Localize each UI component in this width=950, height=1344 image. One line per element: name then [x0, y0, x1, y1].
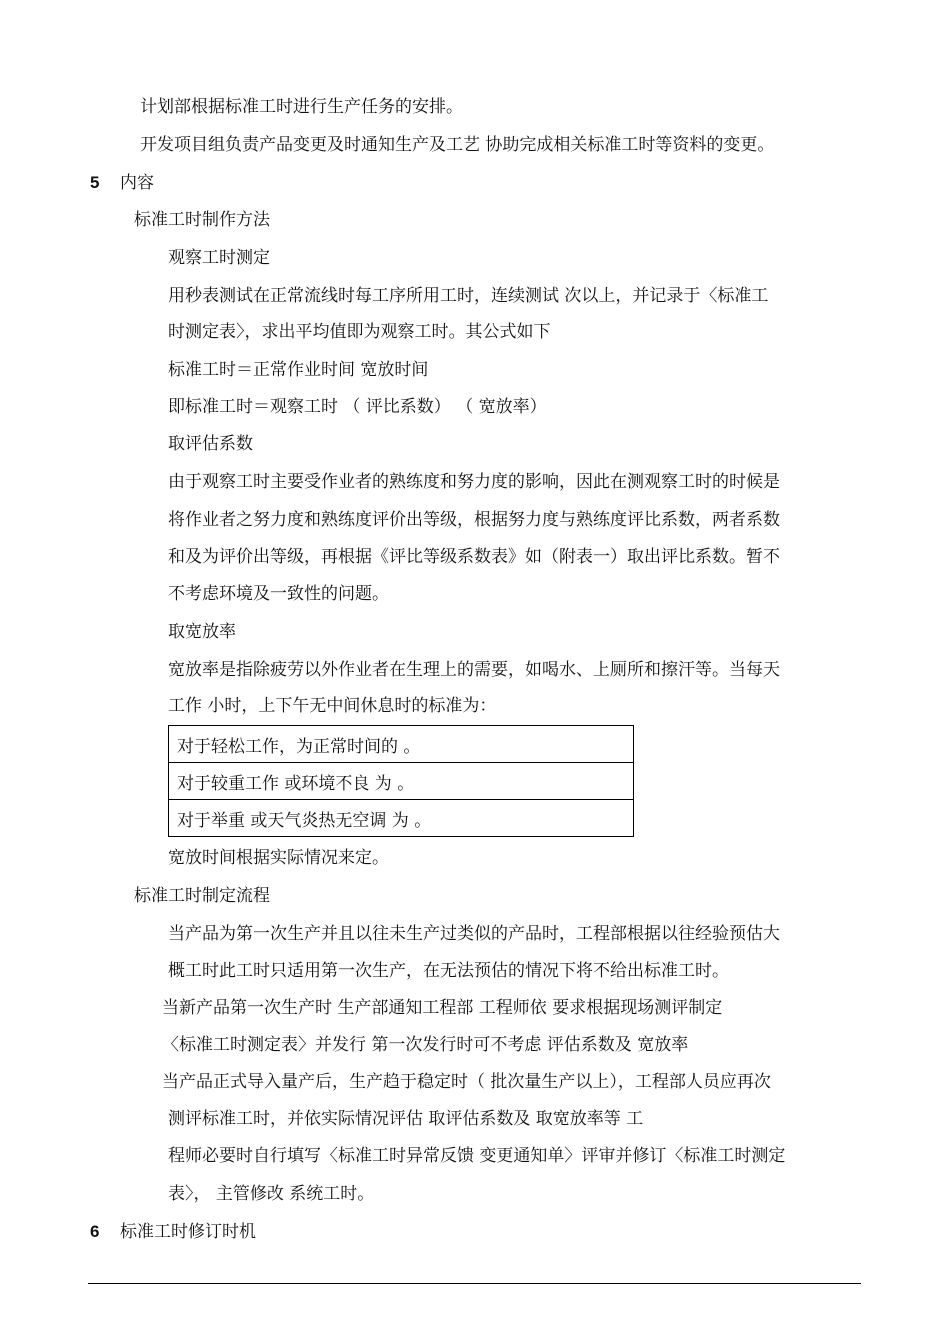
intro-line-2: 开发项目组负责产品变更及时通知生产及工艺 协助完成相关标准工时等资料的变更。 — [140, 135, 775, 155]
process-line: 测评标准工时，并依实际情况评估 取评估系数及 取宽放率等 工 — [168, 1109, 644, 1129]
table-cell: 对于举重 或天气炎热无空调 为 。 — [169, 800, 634, 837]
after-table-text: 宽放时间根据实际情况来定。 — [168, 848, 389, 868]
rating-para-line: 不考虑环境及一致性的问题。 — [168, 584, 389, 604]
process-line: 表〉， 主管修改 系统工时。 — [168, 1184, 375, 1204]
process-line: 程师必要时自行填写〈标准工时异常反馈 变更通知单〉评审并修订〈标准工时测定 — [168, 1146, 786, 1166]
process-line: 当新产品第一次生产时 生产部通知工程部 工程师依 要求根据现场测评制定 — [162, 998, 723, 1018]
intro-line-1: 计划部根据标准工时进行生产任务的安排。 — [140, 97, 463, 117]
section-6-title: 标准工时修订时机 — [120, 1222, 256, 1242]
observe-heading: 观察工时测定 — [168, 248, 270, 268]
allowance-para-line: 宽放率是指除疲劳以外作业者在生理上的需要，如喝水、上厕所和擦汗等。当每天 — [168, 660, 780, 680]
process-line: 〈标准工时测定表〉并发行 第一次发行时可不考虑 评估系数及 宽放率 — [162, 1035, 689, 1055]
process-line: 当产品正式导入量产后，生产趋于稳定时（ 批次量生产以上），工程部人员应再次 — [162, 1072, 771, 1092]
table-cell: 对于较重工作 或环境不良 为 。 — [169, 763, 634, 800]
section-5-number: 5 — [90, 173, 100, 192]
rating-para-line: 和及为评价出等级，再根据《评比等级系数表》如（附表一）取出评比系数。暂不 — [168, 547, 780, 567]
process-heading: 标准工时制定流程 — [134, 886, 270, 906]
footer-divider — [88, 1283, 861, 1284]
table-row — [169, 800, 634, 837]
table-cell: 对于轻松工作，为正常时间的 。 — [169, 726, 634, 763]
section-6-number: 6 — [90, 1222, 100, 1241]
method-heading: 标准工时制作方法 — [134, 210, 270, 230]
observe-para-line: 用秒表测试在正常流线时每工序所用工时，连续测试 次以上，并记录于〈标准工 — [168, 286, 769, 306]
formula-1: 标准工时＝正常作业时间 宽放时间 — [168, 360, 429, 380]
rating-heading: 取评估系数 — [168, 434, 253, 454]
formula-2: 即标准工时＝观察工时 （ 评比系数） （ 宽放率） — [168, 397, 547, 417]
table-row — [169, 763, 634, 800]
section-5-title: 内容 — [120, 173, 154, 193]
allowance-table — [168, 725, 634, 837]
allowance-heading: 取宽放率 — [168, 622, 236, 642]
observe-para-line: 时测定表〉，求出平均值即为观察工时。其公式如下 — [168, 322, 551, 342]
rating-para-line: 由于观察工时主要受作业者的熟练度和努力度的影响，因此在测观察工时的时候是 — [168, 472, 780, 492]
process-line: 当产品为第一次生产并且以往未生产过类似的产品时，工程部根据以往经验预估大 — [168, 924, 780, 944]
table-row — [169, 726, 634, 763]
process-line: 概工时此工时只适用第一次生产，在无法预估的情况下将不给出标准工时。 — [168, 961, 729, 981]
allowance-para-line: 工作 小时，上下午无中间休息时的标准为： — [168, 696, 497, 716]
rating-para-line: 将作业者之努力度和熟练度评价出等级，根据努力度与熟练度评比系数，两者系数 — [168, 510, 780, 530]
